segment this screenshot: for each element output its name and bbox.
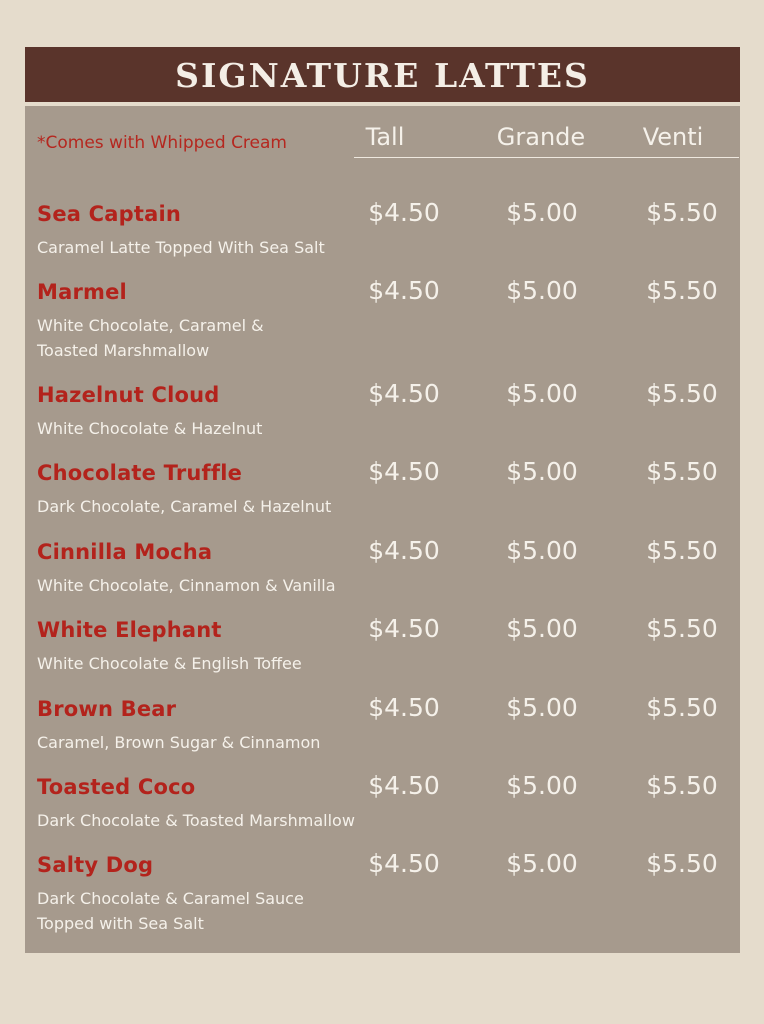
price-venti: $5.50 [646, 536, 718, 565]
price-venti: $5.50 [646, 614, 718, 643]
item-name: Brown Bear [37, 697, 177, 721]
price-grande: $5.00 [506, 693, 578, 722]
price-tall: $4.50 [368, 198, 440, 227]
item-name: Hazelnut Cloud [37, 383, 220, 407]
price-venti: $5.50 [646, 457, 718, 486]
price-tall: $4.50 [368, 771, 440, 800]
price-venti: $5.50 [646, 276, 718, 305]
item-name: Toasted Coco [37, 775, 196, 799]
price-tall: $4.50 [368, 457, 440, 486]
price-grande: $5.00 [506, 536, 578, 565]
item-name: Cinnilla Mocha [37, 540, 213, 564]
menu-panel [25, 47, 740, 953]
item-description: White Chocolate, Caramel & Toasted Marshmallow [37, 316, 264, 360]
price-grande: $5.00 [506, 614, 578, 643]
price-grande: $5.00 [506, 771, 578, 800]
item-name: Salty Dog [37, 853, 154, 877]
price-venti: $5.50 [646, 198, 718, 227]
size-header-grande: Grande [496, 123, 586, 151]
item-name: Sea Captain [37, 202, 182, 226]
item-description: Caramel, Brown Sugar & Cinnamon [37, 733, 321, 752]
price-tall: $4.50 [368, 276, 440, 305]
item-name: White Elephant [37, 618, 222, 642]
size-header-venti: Venti [642, 123, 704, 151]
item-description: White Chocolate, Cinnamon & Vanilla [37, 576, 336, 595]
title-bar [25, 47, 740, 106]
item-description: Dark Chocolate, Caramel & Hazelnut [37, 497, 332, 516]
price-grande: $5.00 [506, 276, 578, 305]
whipped-cream-note: *Comes with Whipped Cream [37, 133, 287, 153]
size-header-divider [354, 157, 739, 158]
price-venti: $5.50 [646, 771, 718, 800]
price-grande: $5.00 [506, 849, 578, 878]
item-description: Caramel Latte Topped With Sea Salt [37, 238, 325, 257]
item-name: Marmel [37, 280, 127, 304]
price-venti: $5.50 [646, 849, 718, 878]
price-tall: $4.50 [368, 536, 440, 565]
item-description: Dark Chocolate & Toasted Marshmallow [37, 811, 355, 830]
menu-title: SIGNATURE LATTES [175, 56, 590, 95]
item-description: White Chocolate & Hazelnut [37, 419, 263, 438]
size-header-tall: Tall [365, 123, 405, 151]
price-venti: $5.50 [646, 693, 718, 722]
price-grande: $5.00 [506, 379, 578, 408]
item-description: White Chocolate & English Toffee [37, 654, 302, 673]
price-venti: $5.50 [646, 379, 718, 408]
price-tall: $4.50 [368, 849, 440, 878]
item-name: Chocolate Truffle [37, 461, 243, 485]
price-tall: $4.50 [368, 693, 440, 722]
price-tall: $4.50 [368, 614, 440, 643]
price-grande: $5.00 [506, 198, 578, 227]
item-description: Dark Chocolate & Caramel Sauce Topped with Sea Salt [37, 889, 304, 933]
price-grande: $5.00 [506, 457, 578, 486]
price-tall: $4.50 [368, 379, 440, 408]
